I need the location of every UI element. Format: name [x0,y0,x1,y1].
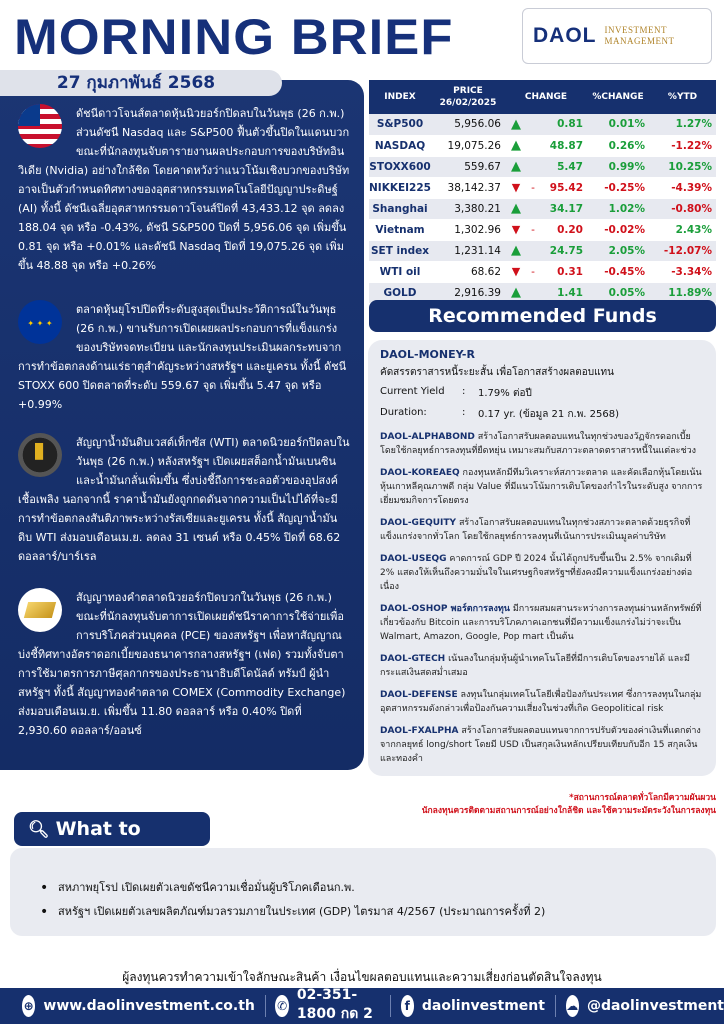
facebook-link[interactable]: daolinvestment [421,998,545,1014]
phone-icon: ✆ [275,995,288,1017]
index-change: 34.17 [539,198,587,219]
facebook-icon: f [401,995,414,1017]
news-text: ดัชนีดาวโจนส์ตลาดหุ้นนิวยอร์กปิดลบในวันพุธ (26 ก.พ.) ส่วนดัชนี Nasdaq และ S&P500 ฟื้นตัวขึ้นปิดในแดนบวก ขณะที่นักลงทุนจับตารายงานผลประกอบการของบริษัทอินวิเดีย (Nvidia) อย่างใกล้ชิด โดยคาดหวังว่าแนวโน้มเชิงบวกของบริษัทอาจเป็นตัวกำหนดทิศทางของอุตสาหกรรมเทคโนโลยีปัญญาประดิษฐ์ (AI) ทั้งนี้ ดัชนีเฉลี่ยอุตสาหกรรมดาวโจนส์ปิดที่ 43,433.12 จุด ลดลง 188.04 จุด หรือ -0.43%, ดัชนี S&P500 ปิดที่ 5,956.06 จุด เพิ่มขึ้น 0.81 จุด หรือ +0.01% และดัชนี Nasdaq ปิดที่ 19,075.26 จุด เพิ่มขึ้น 48.88 จุด หรือ +0.26% [18,107,350,272]
index-ytd: 2.43% [649,219,716,240]
report-date: 27 กุมภาพันธ์ 2568 [0,70,282,96]
minus-sign [527,114,539,135]
arrow-down-icon: ▼ [505,177,527,198]
index-change: 48.87 [539,135,587,156]
fund-name: DAOL-DEFENSE [380,690,458,700]
arrow-up-icon: ▲ [505,282,527,303]
col-index: INDEX [369,80,431,114]
news-text: สัญญาน้ำมันดิบเวสต์เท็กซัส (WTI) ตลาดนิวยอร์กปิดลบในวันพุธ (26 ก.พ.) หลังสหรัฐฯ เปิดเผยสต็อกน้ำมันเบนซินและน้ำมันกลั่นเพิ่มขึ้น ซึ่งบ่งชี้ถึงการชะลอตัวของอุปสงค์เชื้อเพลิง นอกจากนี้ ราคาน้ำมันยังถูกกดดันจากความเป็นไปได้ที่จะมีการทำข้อตกลงสันติภาพระหว่างรัสเซียและยูเครน ทั้งนี้ สัญญาน้ำมันดิบ WTI ส่งมอบเดือนเม.ย. ลดลง 31 เซนต์ หรือ 0.45% ปิดที่ 68.62 ดอลลาร์/บาร์เรล [18,436,350,563]
arrow-up-icon: ▲ [505,135,527,156]
website-link[interactable]: www.daolinvestment.co.th [43,998,255,1014]
fund-item [380,602,706,644]
index-pct-change: 2.05% [587,240,649,261]
arrow-down-icon: ▼ [505,219,527,240]
what-to-watch-list [10,848,716,936]
minus-sign: - [527,261,539,282]
index-name: GOLD [369,282,431,303]
index-price: 3,380.21 [431,198,505,219]
main-fund-name: DAOL-MONEY-R [380,348,475,361]
magnifier-icon: 🔍︎ [28,820,50,840]
arrow-down-icon: ▼ [505,261,527,282]
fund-name: DAOL-OSHOP พอร์ตการลงทุน [380,604,510,614]
fund-list [380,430,706,766]
fund-name: DAOL-FXALPHA [380,726,459,736]
arrow-up-icon: ▲ [505,198,527,219]
index-row [369,114,716,135]
fund-name: DAOL-GTECH [380,654,446,664]
disclaimer: *สถานการณ์ตลาดทั่วโลกมีความผันผวน นักลงทุนควรติดตามสถานการณ์อย่างใกล้ชิด และใช้ความระมัดระวังในการลงทุน [421,793,716,816]
index-ytd: -12.07% [649,240,716,261]
col-price: PRICE 26/02/2025 [431,80,505,114]
us-flag-icon [18,104,62,148]
index-price: 559.67 [431,156,505,177]
index-pct-change: 0.01% [587,114,649,135]
news-gold [18,588,350,740]
arrow-up-icon: ▲ [505,240,527,261]
arrow-up-icon: ▲ [505,114,527,135]
company-logo [522,8,712,64]
index-ytd: 11.89% [649,282,716,303]
index-row [369,177,716,198]
fund-item [380,516,706,544]
risk-note: ผู้ลงทุนควรทำความเข้าใจลักษณะสินค้า เงื่อนไขผลตอบแทนและความเสี่ยงก่อนตัดสินใจลงทุน [122,970,602,984]
index-change: 0.81 [539,114,587,135]
index-ytd: -3.34% [649,261,716,282]
col-pct-change: %CHANGE [587,80,649,114]
fund-desc: คาดการณ์ GDP ปี 2024 นั้นได้ถูกปรับขึ้นเป็น 2.5% จากเดิมที่ 2% แสดงให้เห็นถึงความมั่นใจในเศรษฐกิจสหรัฐฯที่ยังคงมีความแข็งแกร่งอย่างต่อเนื่อง [380,554,693,592]
fund-desc: เน้นลงในกลุ่มหุ้นผู้นำเทคโนโลยีที่มีการเติบโตของรายได้ และมีกระแสเงินสดสม่ำเสมอ [380,654,690,678]
minus-sign: - [527,177,539,198]
index-change: 95.42 [539,177,587,198]
index-price: 68.62 [431,261,505,282]
arrow-up-icon: ▲ [505,156,527,177]
col-ytd: %YTD [649,80,716,114]
watch-item: • สหภาพยุโรป เปิดเผยตัวเลขดัชนีความเชื่อมั่นผู้บริโภคเดือนก.พ. [40,876,716,900]
fund-desc: กองทุนหลักมีทีมวิเคราะห์สภาวะตลาด และคัดเลือกหุ้นโดยเน้นหุ้นเกาหลีคุณภาพดี กลุ่ม Value ที่มีแนวโน้มการเติบโตของกำไรในระดับสูง จากการเยี่ยมชมกิจการโดยตรง [380,468,703,506]
minus-sign [527,198,539,219]
index-change: 0.31 [539,261,587,282]
minus-sign [527,135,539,156]
market-index-table [369,80,716,304]
index-pct-change: 0.05% [587,282,649,303]
fund-desc: สร้างโอกาสรับผลตอบแทนจากการปรับตัวของค่าเงินที่แตกต่างจากกลยุทธ์ long/short โดยมี USD เป็นสกุลเงินหลักเปรียบเทียบกับอีก 15 สกุลเงินและทองคำ [380,726,701,764]
index-price: 5,956.06 [431,114,505,135]
index-row [369,261,716,282]
index-pct-change: -0.45% [587,261,649,282]
index-price: 2,916.39 [431,282,505,303]
fund-name: DAOL-USEQG [380,554,447,564]
index-row [369,198,716,219]
index-name: WTI oil [369,261,431,282]
index-ytd: -1.22% [649,135,716,156]
line-icon: ☁ [566,995,579,1017]
index-price: 38,142.37 [431,177,505,198]
minus-sign: - [527,219,539,240]
index-pct-change: 1.02% [587,198,649,219]
index-name: Shanghai [369,198,431,219]
fund-item [380,724,706,766]
index-name: SET index [369,240,431,261]
index-pct-change: -0.02% [587,219,649,240]
index-row [369,135,716,156]
index-ytd: -0.80% [649,198,716,219]
fund-item [380,430,706,458]
index-change: 24.75 [539,240,587,261]
fund-desc: ลงทุนในกลุ่มเทคโนโลยีเพื่อป้องกันประเทศ ซึ่งการลงทุนในกลุ่มอุตสาหกรรมดังกล่าวเพื่อป้องกันความเสี่ยงในช่วงที่เกิด Geopolitical risk [380,690,702,714]
index-ytd: -4.39% [649,177,716,198]
fund-name: DAOL-KOREAEQ [380,468,460,478]
index-pct-change: 0.26% [587,135,649,156]
line-link[interactable]: @daolinvestment [586,998,724,1014]
oil-barrel-icon [18,433,62,477]
logo-sub-text: INVESTMENT MANAGEMENT [604,25,675,46]
index-ytd: 10.25% [649,156,716,177]
fund-item [380,688,706,716]
index-price: 1,302.96 [431,219,505,240]
fund-name: DAOL-GEQUITY [380,518,457,528]
index-name: Vietnam [369,219,431,240]
minus-sign [527,156,539,177]
fund-item [380,552,706,594]
duration-row: Duration: : 0.17 yr. (ข้อมูล 21 ก.พ. 2568) [380,407,619,420]
index-row [369,156,716,177]
page-title: MORNING BRIEF [14,9,454,65]
index-change: 5.47 [539,156,587,177]
index-name: S&P500 [369,114,431,135]
index-ytd: 1.27% [649,114,716,135]
minus-sign [527,240,539,261]
index-price: 19,075.26 [431,135,505,156]
index-row [369,240,716,261]
fund-desc: สร้างโอกาสรับผลตอบแทนในทุกช่วงของวัฏจักรดอกเบี้ย โดยใช้กลยุทธ์การลงทุนที่ยืดหยุ่น เหมาะสมกับสภาวะตลาดตราสารหนี้ในแต่ละช่วง [380,432,697,456]
index-row [369,219,716,240]
index-pct-change: 0.99% [587,156,649,177]
news-eu [18,300,350,414]
news-us [18,104,350,275]
news-text: สัญญาทองคำตลาดนิวยอร์กปิดบวกในวันพุธ (26 ก.พ.) ขณะที่นักลงทุนจับตาการเปิดเผยดัชนีราคาการใช้จ่ายเพื่อการบริโภคส่วนบุคคล (PCE) ของสหรัฐฯ เพื่อหาสัญญาณบ่งชี้ทิศทางอัตราดอกเบี้ยของธนาคารกลางสหรัฐฯ (เฟด) รวมทั้งจับตาการใช้มาตรการภาษีศุลกากรของประธานาธิบดีโดนัลด์ ทรัมป์ ผู้นำสหรัฐฯ ทั้งนี้ สัญญาทองคำตลาด COMEX (Commodity Exchange) ส่งมอบเดือนเม.ย. เพิ่มขึ้น 11.80 ดอลลาร์ หรือ 0.40% ปิดที่ 2,930.60 ดอลลาร์/ออนซ์ [18,591,346,737]
fund-desc: สร้างโอกาสรับผลตอบแทนในทุกช่วงสภาวะตลาดด้วยธุรกิจที่แข็งแกร่งจากทั่วโลก โดยใช้กลยุทธ์การลงทุนที่เน้นการประเมินมูลค่าบริษัท [380,518,691,542]
index-change: 1.41 [539,282,587,303]
news-text: ตลาดหุ้นยุโรปปิดที่ระดับสูงสุดเป็นประวัติการณ์ในวันพุธ (26 ก.พ.) ขานรับการเปิดเผยผลประกอบการที่แข็งแกร่งของบริษัทจดทะเบียน และนักลงทุนประเมินผลกระทบจากการทำข้อตกลงด้านแร่ธาตุสำคัญระหว่างสหรัฐฯ และยูเครน ทั้งนี้ ดัชนี STOXX 600 ปิดตลาดที่ระดับ 559.67 จุด เพิ่มขึ้น 5.47 จุด หรือ +0.99% [18,303,347,411]
eu-flag-icon [18,300,62,344]
yield-row: Current Yield : 1.79% ต่อปี [380,386,532,399]
gold-bar-icon [18,588,62,632]
footer [0,988,724,1024]
logo-main-text: DAOL [533,24,597,47]
index-price: 1,231.14 [431,240,505,261]
fund-name: DAOL-ALPHABOND [380,432,475,442]
news-oil [18,433,350,566]
main-fund-desc: คัดสรรตราสารหนี้ระยะสั้น เพื่อโอกาสสร้างผลตอบแทน [380,367,614,378]
index-name: STOXX600 [369,156,431,177]
recommended-funds-title: Recommended Funds [369,300,716,332]
index-change: 0.20 [539,219,587,240]
globe-icon: ⊕ [22,995,35,1017]
col-change: CHANGE [505,80,587,114]
fund-item [380,652,706,680]
fund-desc: มีการผสมผสานระหว่างการลงทุนผ่านหลักทรัพย์ที่เกี่ยวข้องกับ Bitcoin และการบริโภคภาคเอกชนที่มีความแข็งแกร่งไม่ว่าจะเป็น Walmart, Amazon, Google, Pop mart เป็นต้น [380,604,702,642]
index-name: NIKKEI225 [369,177,431,198]
what-to-watch-title: 🔍︎ What to [14,812,210,846]
fund-item [380,466,706,508]
index-name: NASDAQ [369,135,431,156]
watch-item: • สหรัฐฯ เปิดเผยตัวเลขผลิตภัณฑ์มวลรวมภายในประเทศ (GDP) ไตรมาส 4/2567 (ประมาณการครั้งที่ 2) [40,900,716,924]
phone-number[interactable]: 02-351-1800 กด 2 [296,987,373,1022]
index-pct-change: -0.25% [587,177,649,198]
recommended-funds-box [368,340,716,776]
